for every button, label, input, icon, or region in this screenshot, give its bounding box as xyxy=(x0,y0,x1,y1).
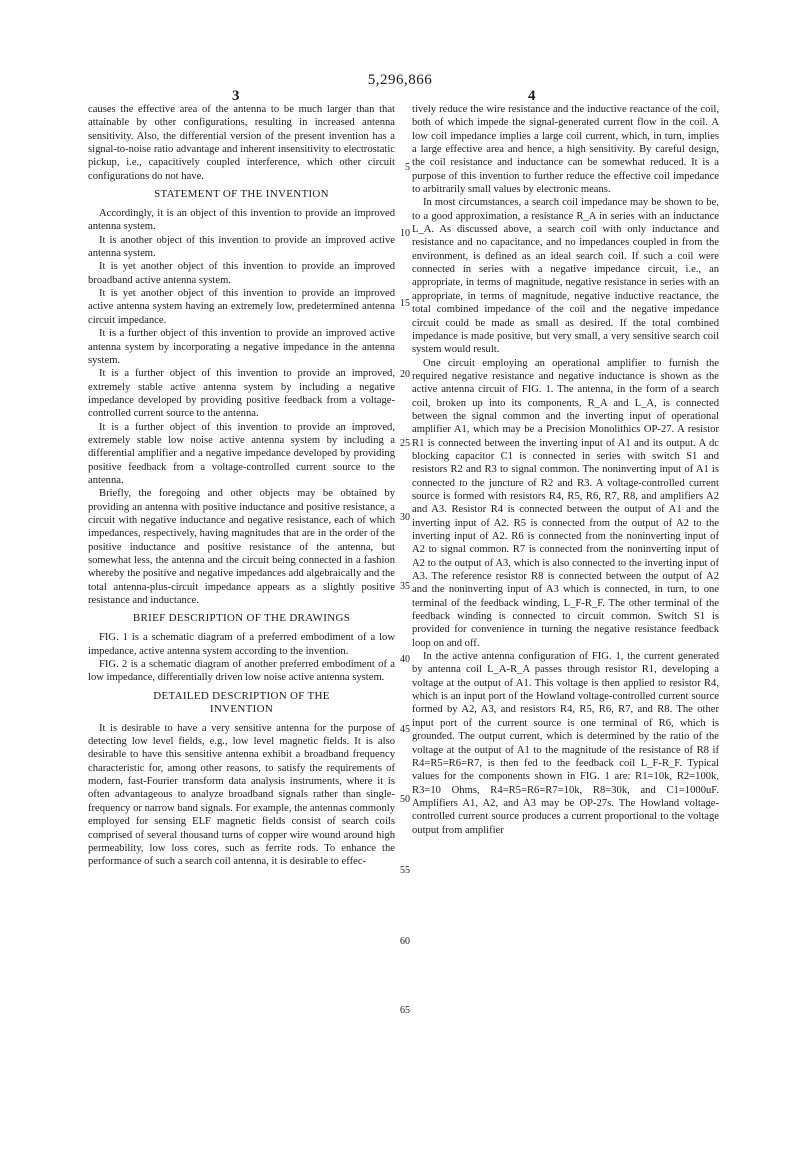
paragraph: It is a further object of this invention to provide an improved active antenna system by incorporating a negative impedance in the antenna system. xyxy=(88,328,395,366)
paragraph: causes the effective area of the antenna to be much larger than that attainable by other configurations, resulting in increased antenna sensitivity. Also, the differential version of the present invention has a signal-to-noise ratio advantage and inherent insensitivity to electrostatic pickup, i.e., capacitively coupled interference, which other circuit configurations do not have. xyxy=(88,104,395,182)
paragraph: It is desirable to have a very sensitive antenna for the purpose of detecting low level fields, e.g., low level magnetic fields. It is also desirable to have this sensitive antenna exhibit a broadband frequency characteristic for, among other reasons, to satisfy the requirements of modern, fast-Fourier transform data analysis instruments, where it is often advantageous to analyze broadband signals rather than single-frequency or narrow band signals. For example, the antennas commonly employed for sensing ELF magnetic fields consist of search coils comprised of several thousand turns of copper wire wound around high permeability, low loss cores, such as ferrite rods. To enhance the performance of such a search coil antenna, it is desirable to effec- xyxy=(88,722,395,868)
line-number: 55 xyxy=(400,865,410,876)
paragraph: Accordingly, it is an object of this invention to provide an improved antenna system. xyxy=(88,208,395,233)
line-number: 25 xyxy=(400,438,410,449)
line-number: 65 xyxy=(400,1005,410,1016)
heading-line: INVENTION xyxy=(209,702,274,715)
paragraph: It is a further object of this invention to provide an improved, extremely stable active antenna system by including a negative impedance developed by providing positive feedback from a voltage-controlled current source to the antenna. xyxy=(88,368,395,420)
paragraph: One circuit employing an operational amplifier to furnish the required negative resistance and negative inductance is shown as the active antenna circuit of FIG. 1. The antenna, in the form of a search coil, broken up into its components, R_A and L_A, is connected between the signal common and the inverting input of operational amplifier A1, which may be a Precision Monolithics OP-27. A resistor R1 is connected between the inverting input of A1 and its output. A dc blocking capacitor C1 is connected in series with switch S1 and resistors R2 and R3 to signal common. The noninverting input of A1 is connected to the juncture of R2 and R3. A voltage-controlled current source is formed with resistors R4, R5, R6, R7, R8, and amplifiers A2 and A3. Resistor R4 is connected between the output of A1 and the inverting input of A2. R5 is connected from the output of A2 to the inverting input of A2. R6 is connected from the noninverting input of A2 to signal common. R7 is connected from the noninverting input of A2 to the output of A3, which is also connected to the inverting input of A3. The reference resistor R8 is connected between the output of A2 and the noninverting input of A3 which is connected, in turn, to one terminal of the feedback winding, L_F-R_F. The other terminal of the feedback winding is connected to circuit common. Switch S1 is provided for convenience in turning the negative resistance feedback loop on and off. xyxy=(412,357,719,649)
paragraph: FIG. 2 is a schematic diagram of another preferred embodiment of a low impedance, differentially driven low noise active antenna system. xyxy=(88,659,395,684)
line-number: 35 xyxy=(400,581,410,592)
paragraph: It is yet another object of this invention to provide an improved broadband active antenna system. xyxy=(88,261,395,286)
line-number: 40 xyxy=(400,654,410,665)
paragraph: FIG. 1 is a schematic diagram of a preferred embodiment of a low impedance, active antenna system according to the invention. xyxy=(88,632,395,657)
paragraph: In the active antenna configuration of FIG. 1, the current generated by antenna coil L_A-R_A passes through resistor R1, developing a voltage at the output of A1. This voltage is then applied to resistor R4, which is an input port of the Howland voltage-controlled current source formed by A2, A3, and resistors R4, R5, R6, R7, and R8. The other input port of the current source is one terminal of R6, which is grounded. The output current, which is determined by the ratio of the voltage at the output of A1 to the magnitude of the resistance of R8 if R4=R5=R6=R7, is then fed to the feedback coil L_F-R_F. Typical values for the components shown in FIG. 1 are: R1=10k, R2=100k, R3=10 Ohms, R4=R5=R6=R7=10k, R8=30k, and C1=1000uF. Amplifiers A1, A2, and A3 may be OP-27s. The Howland voltage-controlled current source produces a current proportional to the voltage output from amplifier xyxy=(412,651,719,836)
line-number: 20 xyxy=(400,369,410,380)
right-column-number: 4 xyxy=(528,88,536,104)
line-number: 15 xyxy=(400,298,410,309)
right-column xyxy=(412,103,719,837)
line-number: 50 xyxy=(400,794,410,805)
paragraph: tively reduce the wire resistance and the inductive reactance of the coil, both of which impede the signal-generated current flow in the coil. A low coil impedance implies a large coil current, which, in turn, implies a large effective area and hence, a high sensitivity. By careful design, the coil resistance and inductance can be somewhat reduced. It is a purpose of this invention to further reduce the effective coil impedance to arbitrarily small values by electronic means. xyxy=(412,104,719,196)
paragraph: It is another object of this invention to provide an improved active antenna system. xyxy=(88,234,395,260)
line-number: 60 xyxy=(400,936,410,947)
paragraph: It is a further object of this invention to provide an improved, extremely stable low noise active antenna system by including a differential amplifier and a negative impedance developed by providing positive feedback from a voltage-controlled current source to the antenna. xyxy=(88,421,395,486)
line-number: 45 xyxy=(400,724,410,735)
section-heading-statement: STATEMENT OF THE INVENTION xyxy=(154,188,329,201)
heading-line: DETAILED DESCRIPTION OF THE xyxy=(153,689,330,702)
line-number: 5 xyxy=(405,162,410,173)
section-heading-drawings: BRIEF DESCRIPTION OF THE DRAWINGS xyxy=(132,612,351,625)
section-heading-detailed xyxy=(88,690,395,716)
paragraph: It is yet another object of this invention to provide an improved active antenna system having an extremely low, predetermined antenna circuit impedance. xyxy=(88,288,395,326)
paragraph: Briefly, the foregoing and other objects may be obtained by providing an antenna with positive inductance and positive resistance, a circuit with negative inductance and negative resistance, each of which impedances, respectively, having magnitudes that are in the order of the positive inductance and positive resistance of the antenna, but somewhat less, the antenna and the circuit being connected in a fashion whereby the positive and negative impedances add algebraically and the total antenna-plus-circuit impedance appears as a slightly positive resistance and inductance. xyxy=(88,488,395,607)
left-column xyxy=(88,103,395,869)
line-number: 30 xyxy=(400,512,410,523)
patent-number: 5,296,866 xyxy=(367,72,433,88)
line-number: 10 xyxy=(400,228,410,239)
left-column-number: 3 xyxy=(232,88,240,104)
paragraph: In most circumstances, a search coil impedance may be shown to be, to a good approximation, a resistance R_A in series with an inductance L_A. As discussed above, a search coil with only inductance and resistance and no capacitance, and no impedances coupled in from the environment, is defined as an ideal search coil. If such a coil were connected in series with a negative impedance circuit, i.e., an appropriate, in terms of magnitude, negative resistance in series with an appropriate, in terms of magnitude, negative inductive reactance, the total combined impedance of the coil and the negative impedance circuit could be made as small as desired. If the total combined impedance is made positive, but very small, a very sensitive search coil system would result. xyxy=(412,197,719,356)
